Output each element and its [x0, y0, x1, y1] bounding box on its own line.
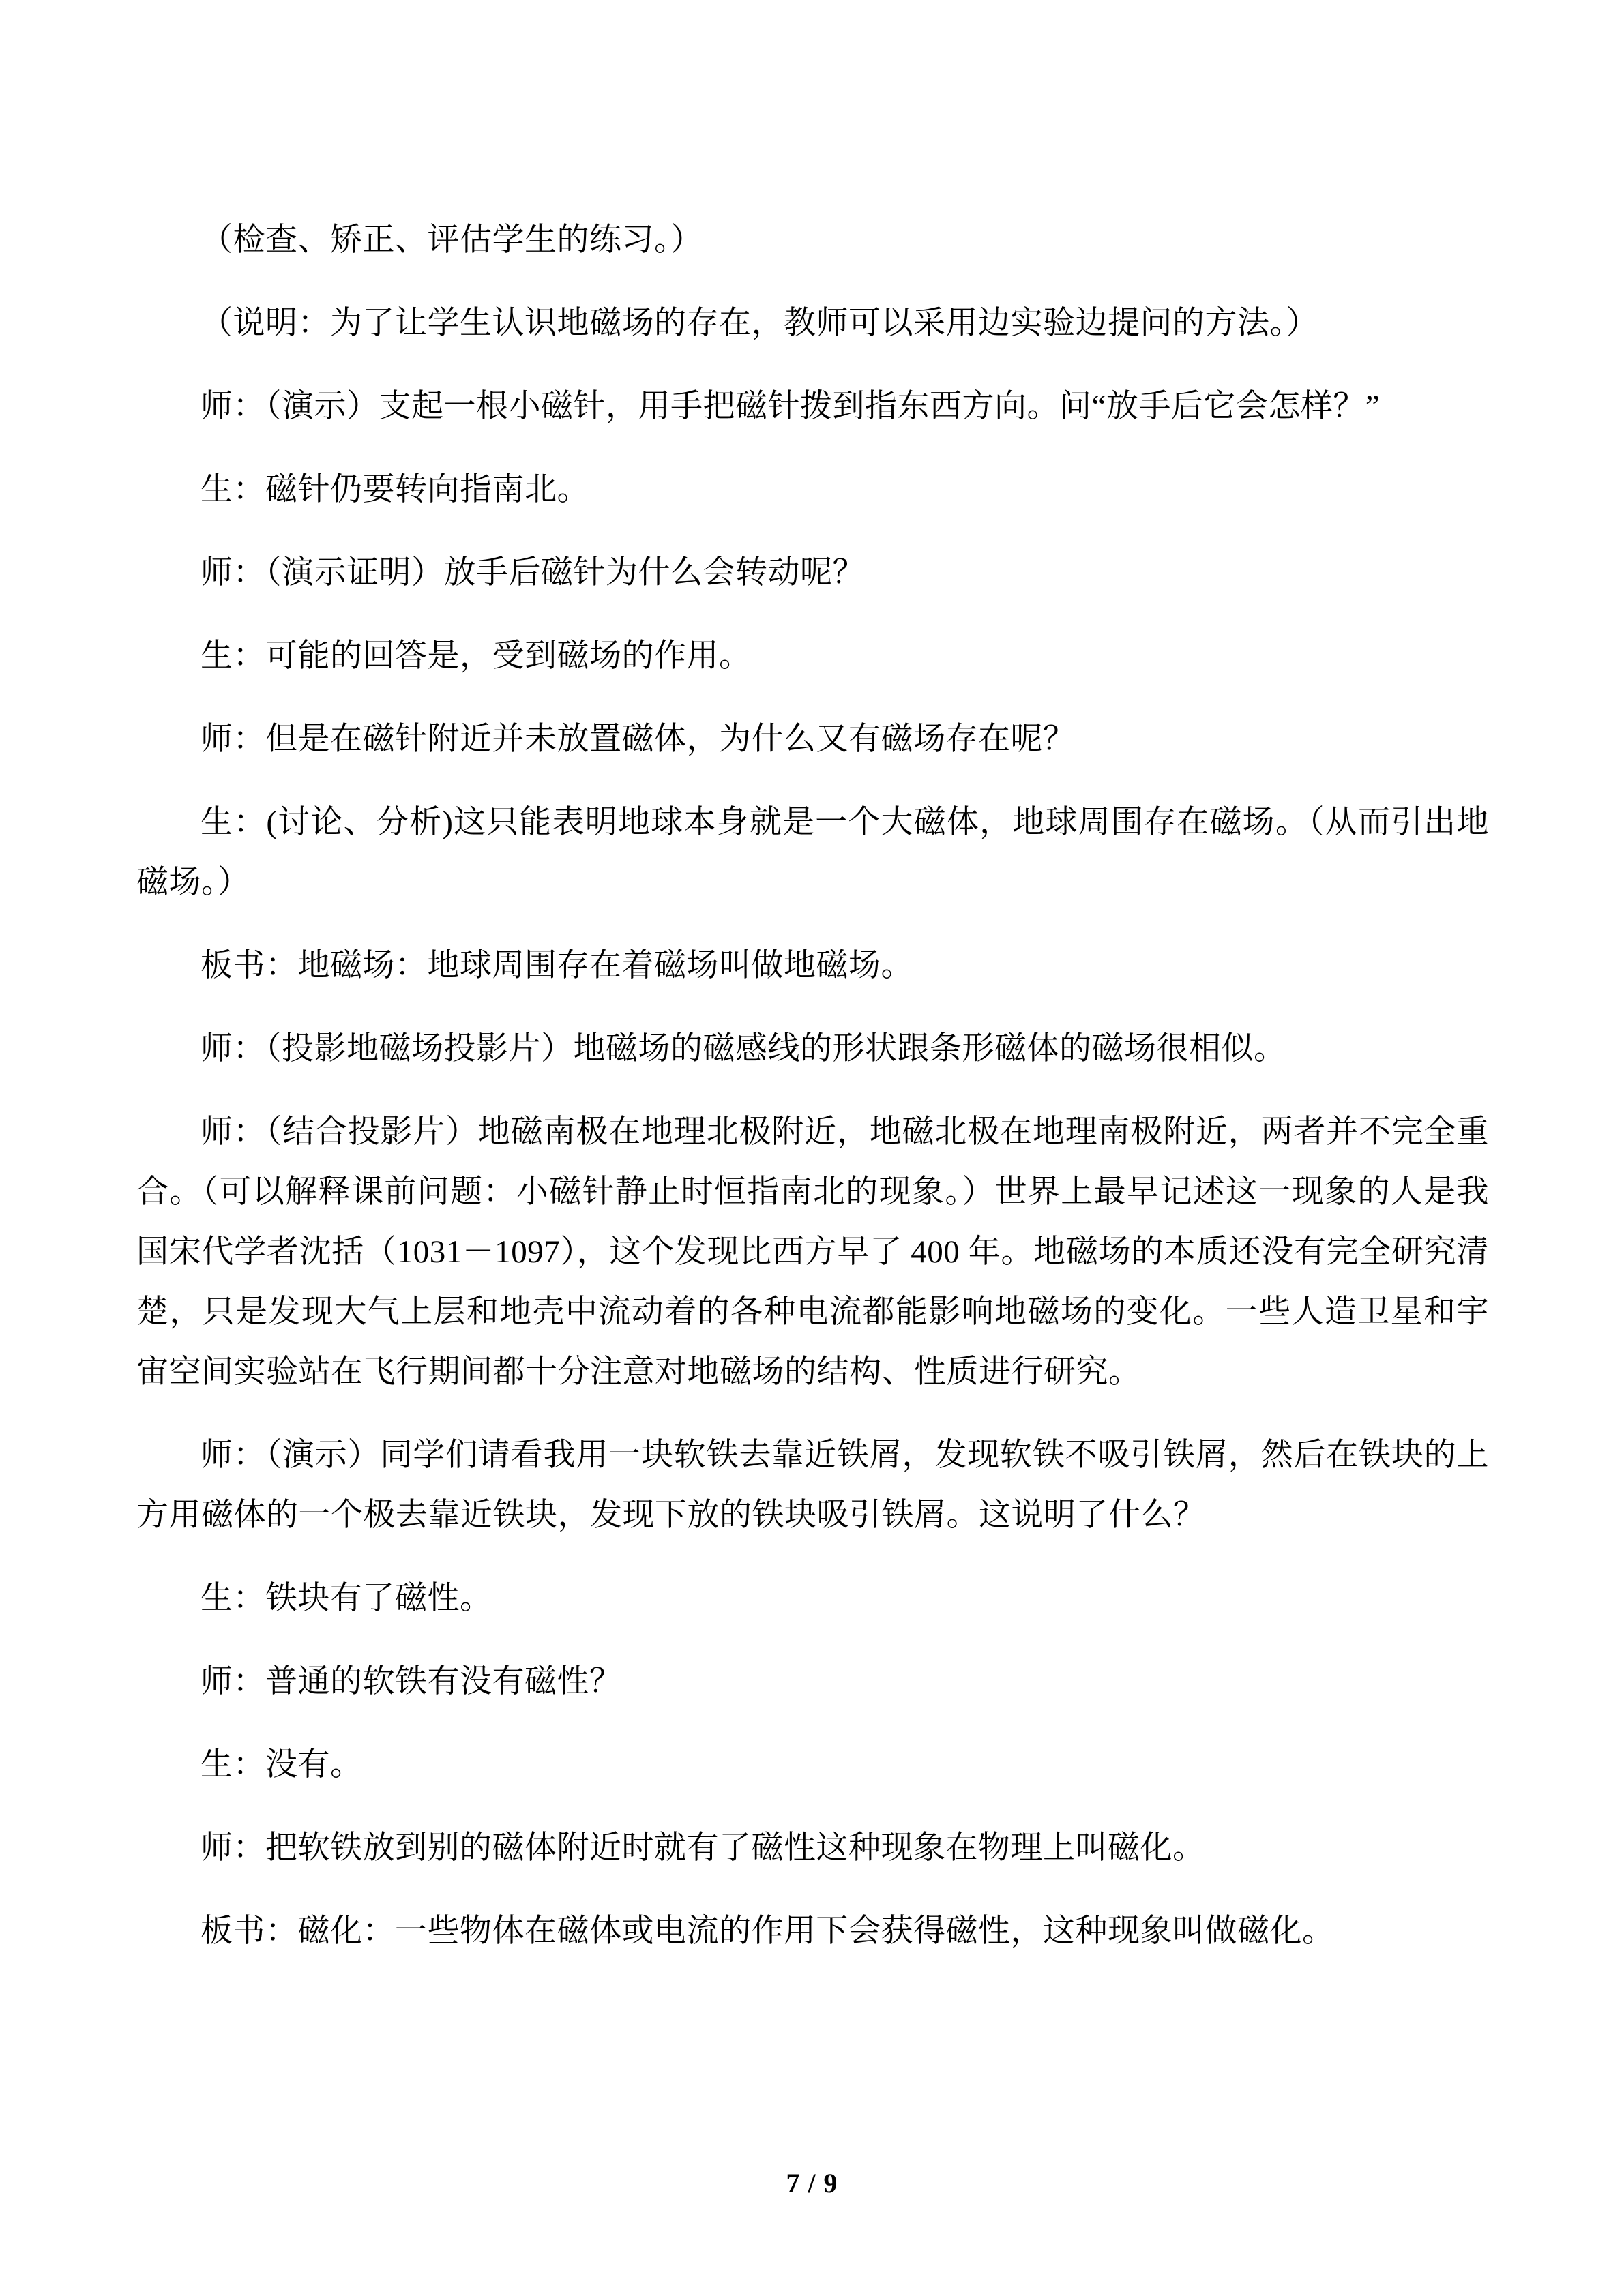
- paragraph: （说明：为了让学生认识地磁场的存在，教师可以采用边实验边提问的方法。）: [201, 305, 1318, 341]
- paragraph: 生：(讨论、分析)这只能表明地球本身就是一个大磁体，地球周围存在磁场。（从而引出地磁场。）: [136, 805, 1489, 900]
- page-number: 7 / 9: [786, 2168, 838, 2198]
- paragraph: 师：普通的软铁有没有磁性？: [201, 1664, 622, 1699]
- document-body: [136, 210, 1489, 1984]
- paragraph: 师：（演示）支起一根小磁针，用手把磁针拨到指东西方向。问“放手后它会怎样？”: [201, 389, 1381, 424]
- paragraph: 师：（结合投影片）地磁南极在地理北极附近，地磁北极在地理南极附近，两者并不完全重合。（可以解释课前问题：小磁针静止时恒指南北的现象。）世界上最早记述这一现象的人是我国宋代学者沈括（1031－1097），这个发现比西方早了 400 年。地磁场的本质还没有完全研究清楚，只是发现大气上层和地壳中流动着的各种电流都能影响地磁场的变化。一些人造卫星和宇宙空间实验站在飞行期间都十分注意对地磁场的结构、性质进行研究。: [136, 1114, 1489, 1390]
- paragraph: 生：没有。: [201, 1747, 363, 1783]
- paragraph: 师：但是在磁针附近并未放置磁体，为什么又有磁场存在呢？: [201, 721, 1076, 757]
- paragraph: 师：（演示）同学们请看我用一块软铁去靠近铁屑，发现软铁不吸引铁屑，然后在铁块的上方用磁体的一个极去靠近铁块，发现下放的铁块吸引铁屑。这说明了什么？: [136, 1437, 1489, 1533]
- paragraph: 生：磁针仍要转向指南北。: [201, 472, 589, 507]
- paragraph: 生：铁块有了磁性。: [201, 1581, 492, 1616]
- paragraph: 板书：地磁场：地球周围存在着磁场叫做地磁场。: [201, 948, 913, 983]
- paragraph: 生：可能的回答是，受到磁场的作用。: [201, 638, 752, 674]
- paragraph: 师：把软铁放到别的磁体附近时就有了磁性这种现象在物理上叫磁化。: [201, 1830, 1205, 1866]
- paragraph: 板书：磁化：一些物体在磁体或电流的作用下会获得磁性，这种现象叫做磁化。: [201, 1913, 1335, 1949]
- paragraph: 师：（投影地磁场投影片）地磁场的磁感线的形状跟条形磁体的磁场很相似。: [201, 1031, 1286, 1067]
- paragraph: （检查、矫正、评估学生的练习。）: [201, 222, 703, 258]
- paragraph: 师：（演示证明）放手后磁针为什么会转动呢？: [201, 555, 865, 591]
